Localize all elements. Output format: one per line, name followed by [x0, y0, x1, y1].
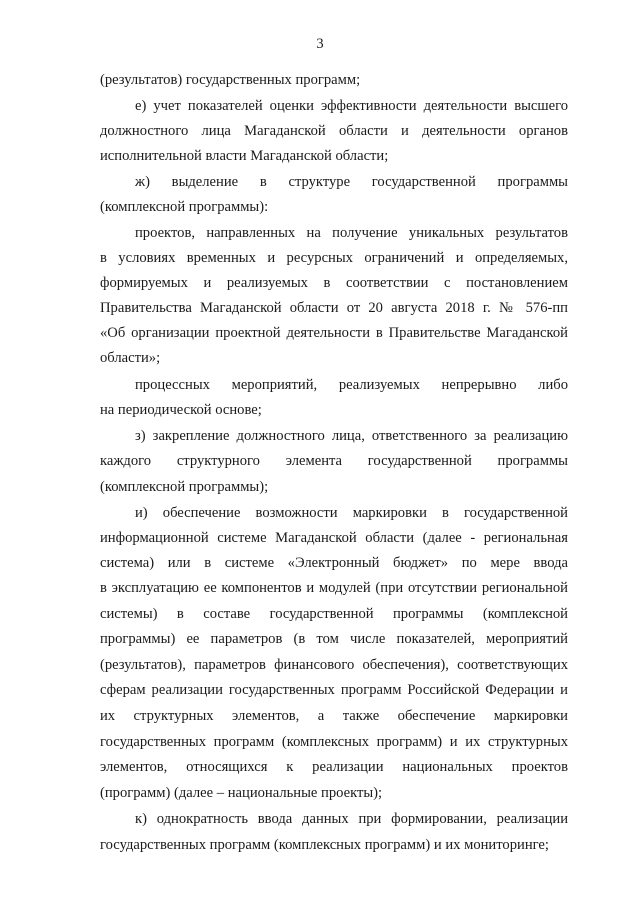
text-line: каждого структурного элемента государственной программы	[100, 453, 568, 469]
text-line: система) или в системе «Электронный бюджет» по мере ввода	[100, 555, 568, 571]
text-line: на периодической основе;	[100, 402, 262, 418]
text-line: государственных программ (комплексных программ) и их мониторинге;	[100, 837, 549, 853]
text-line: программы) ее параметров (в том числе показателей, мероприятий	[100, 631, 568, 647]
text-line: сферам реализации государственных программ Российской Федерации и	[100, 682, 568, 698]
text-line: к) однократность ввода данных при формировании, реализации	[135, 811, 568, 827]
text-line: (комплексной программы):	[100, 199, 269, 215]
text-line: области»;	[100, 350, 161, 366]
text-line: в условиях временных и ресурсных ограничений и определяемых,	[100, 250, 568, 266]
text-line: системы) в составе государственной программы (комплексной	[100, 606, 568, 622]
page-number: 3	[316, 36, 324, 52]
text-line: информационной системе Магаданской области (далее - региональная	[100, 530, 568, 546]
text-line: процессных мероприятий, реализуемых непрерывно либо	[135, 377, 568, 393]
text-line: должностного лица Магаданской области и деятельности органов	[100, 123, 568, 139]
text-line: в эксплуатацию ее компонентов и модулей (при отсутствии региональной	[100, 580, 568, 596]
text-line: формируемых и реализуемых в соответствии с постановлением	[100, 275, 568, 291]
text-line: ж) выделение в структуре государственной программы	[135, 174, 568, 190]
text-line: з) закрепление должностного лица, ответственного за реализацию	[135, 428, 568, 444]
text-line: е) учет показателей оценки эффективности деятельности высшего	[135, 98, 568, 114]
text-line: (результатов) государственных программ;	[100, 72, 361, 88]
text-line: (программ) (далее – национальные проекты);	[100, 785, 383, 801]
text-line: Правительства Магаданской области от 20 августа 2018 г. № 576-пп	[100, 300, 568, 316]
text-line: исполнительной власти Магаданской области;	[100, 148, 389, 164]
text-line: (результатов), параметров финансового обеспечения), соответствующих	[100, 657, 568, 673]
text-line: их структурных элементов, а также обеспечение маркировки	[100, 708, 568, 724]
text-line: (комплексной программы);	[100, 479, 269, 495]
text-line: государственных программ (комплексных программ) и их структурных	[100, 734, 568, 750]
text-line: элементов, относящихся к реализации национальных проектов	[100, 759, 568, 775]
text-line: и) обеспечение возможности маркировки в государственной	[135, 505, 568, 521]
text-line: проектов, направленных на получение уникальных результатов	[135, 225, 568, 241]
text-line: «Об организации проектной деятельности в Правительстве Магаданской	[100, 325, 568, 341]
